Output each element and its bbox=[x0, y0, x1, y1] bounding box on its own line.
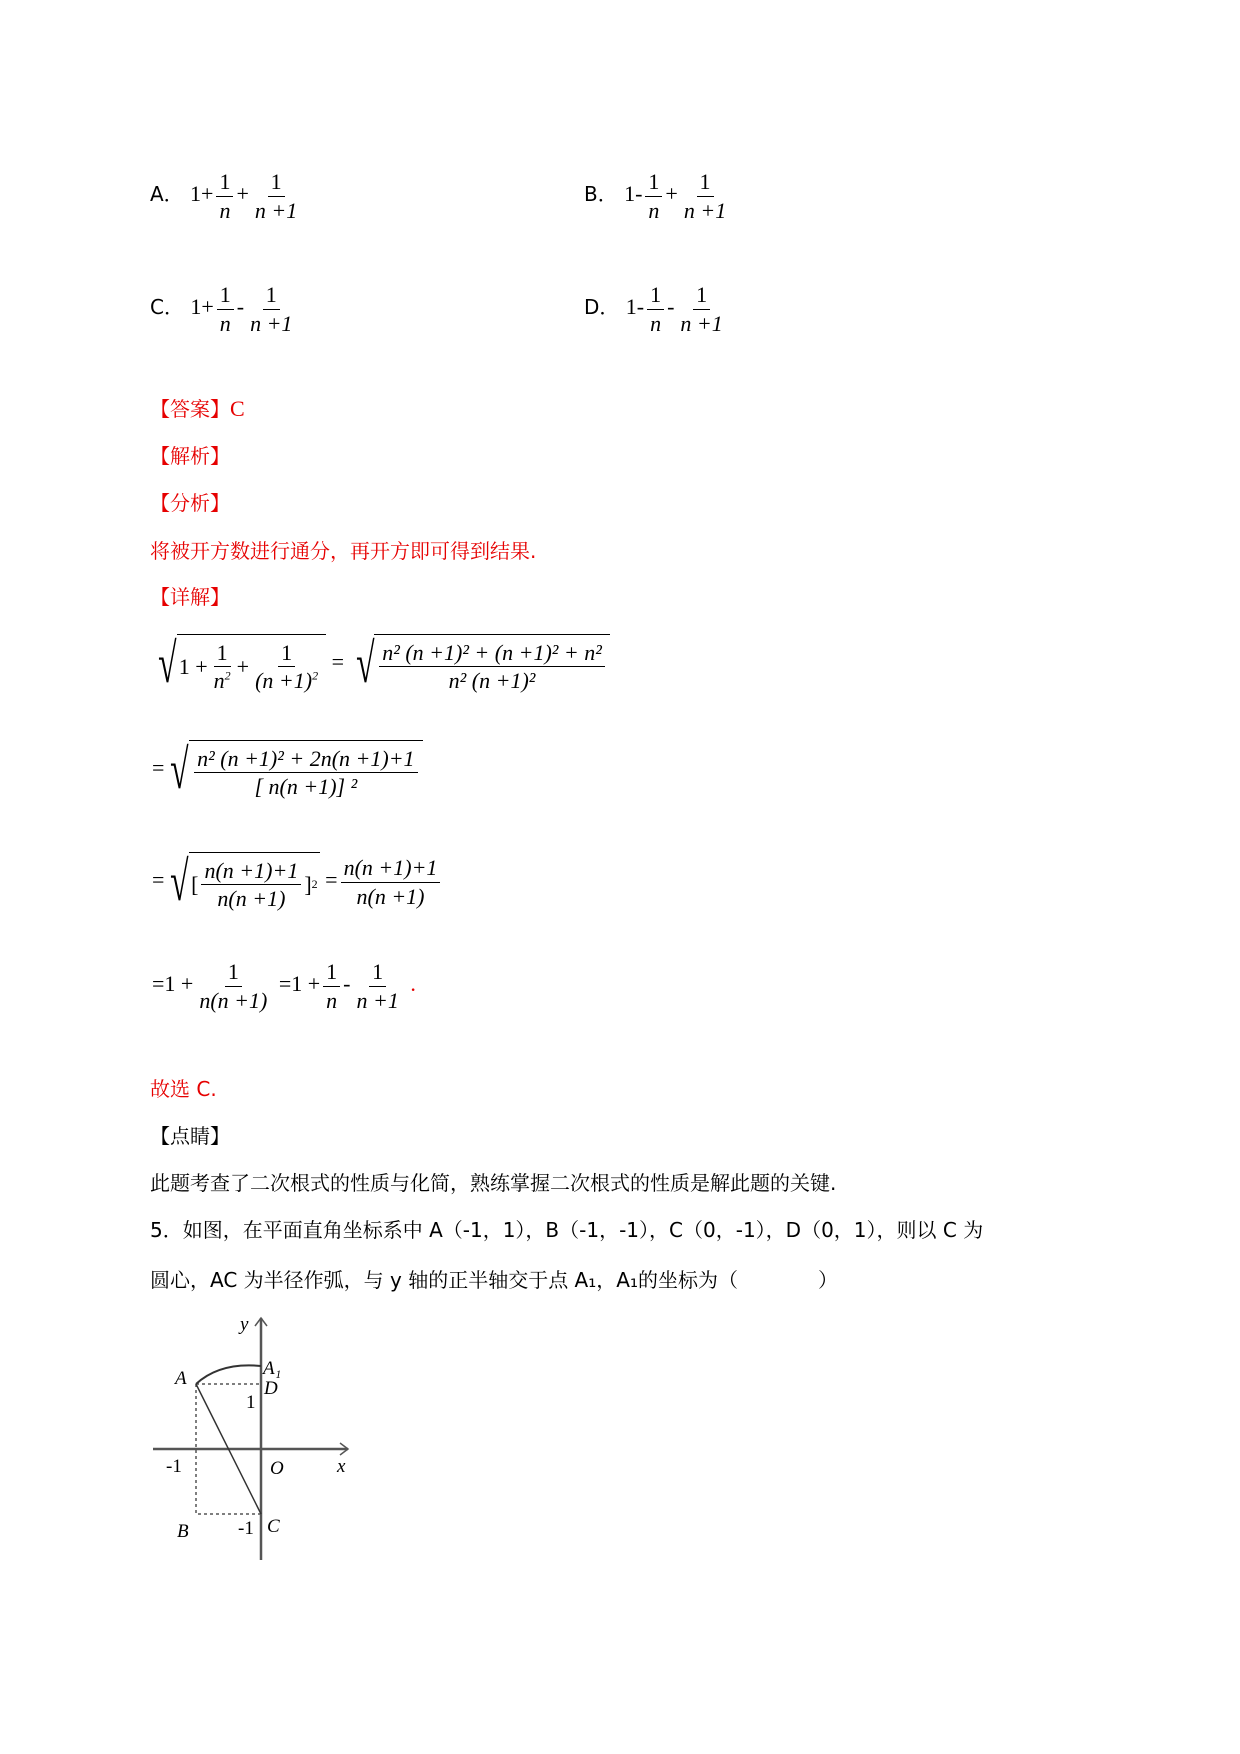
op: + bbox=[236, 181, 249, 207]
option-label: A． bbox=[150, 182, 184, 207]
label-1: 1 bbox=[246, 1392, 256, 1413]
option-label: C． bbox=[150, 295, 184, 320]
num: 1 bbox=[214, 639, 231, 668]
den: $n^2$ bbox=[213, 668, 231, 693]
whole: 1 bbox=[190, 181, 202, 207]
num: 1 bbox=[323, 958, 340, 987]
dianjing-text: 此题考查了二次根式的性质与化简，熟练掌握二次根式的性质是解此题的关键. bbox=[150, 1171, 837, 1195]
den: n bbox=[650, 310, 662, 336]
math-line-1: √ 1 + $\frac{1}{n^2}$ + $\frac{1}{(n +1)^2}$ = √ $\frac{\text{n² (n +1)² + (n +1)² + n²}}{\text{n² (n +1)²}}$ bbox=[152, 632, 610, 696]
term: 1 + bbox=[178, 653, 208, 679]
answer-tag: 【答案】 bbox=[150, 397, 230, 421]
term: =1 + bbox=[152, 971, 194, 997]
den: n +1 bbox=[356, 987, 399, 1013]
whole: 1 bbox=[624, 181, 636, 207]
num: 1 bbox=[225, 958, 242, 987]
den: n(n +1) bbox=[356, 883, 425, 909]
jiexi-heading: 【解析】 bbox=[150, 444, 230, 468]
dianjing-heading: 【点睛】 bbox=[150, 1124, 230, 1148]
equals: = bbox=[331, 649, 344, 675]
label-o: O bbox=[270, 1458, 284, 1479]
den: n bbox=[326, 987, 338, 1013]
num: n(n +1)+1 bbox=[341, 854, 441, 883]
exponent: 2 bbox=[311, 877, 318, 891]
label-x: x bbox=[337, 1456, 346, 1477]
label-neg1-x: -1 bbox=[166, 1456, 182, 1477]
label-a1: A₁ bbox=[263, 1358, 282, 1379]
op: - bbox=[636, 294, 645, 320]
num: 1 bbox=[216, 168, 233, 197]
num: 1 bbox=[268, 168, 285, 197]
math-line-3: = √ [ $\frac{n(n +1)+1}{n(n +1)}$ ] 2 = $\frac{n(n +1)+1}{n(n +1)}$ bbox=[152, 850, 443, 914]
num: n² (n +1)² + 2n(n +1)+1 bbox=[194, 745, 417, 774]
fenxi-text: 将被开方数进行通分，再开方即可得到结果. bbox=[150, 539, 537, 563]
label-d: D bbox=[264, 1378, 278, 1399]
math-line-2: = √ $\frac{\text{n² (n +1)² + 2n(n +1)+1}}{\text{[ n(n +1)] ²}}$ bbox=[152, 738, 423, 802]
num: 1 bbox=[278, 639, 295, 668]
den: n +1 bbox=[683, 197, 727, 223]
op: - bbox=[667, 294, 675, 320]
option-label: B． bbox=[584, 182, 618, 207]
conclusion: 故选 C. bbox=[150, 1077, 217, 1101]
equals: = bbox=[152, 755, 165, 781]
whole: 1 bbox=[625, 294, 637, 320]
num: 1 bbox=[693, 281, 710, 310]
num: 1 bbox=[217, 281, 234, 310]
den: [ n(n +1)] ² bbox=[254, 774, 358, 799]
label-neg1-y: -1 bbox=[238, 1518, 254, 1539]
arc-a-a1 bbox=[196, 1365, 261, 1384]
den: n(n +1) bbox=[199, 987, 268, 1013]
label-b: B bbox=[177, 1521, 189, 1542]
num: 1 bbox=[697, 168, 714, 197]
op: - bbox=[635, 181, 643, 207]
fenxi-heading: 【分析】 bbox=[150, 491, 230, 515]
question-5-line-2: 圆心，AC 为半径作弧，与 y 轴的正半轴交于点 A₁，A₁的坐标为（ ） bbox=[150, 1268, 838, 1292]
op: + bbox=[236, 653, 250, 679]
whole: 1 bbox=[190, 294, 202, 320]
op: + bbox=[201, 294, 214, 320]
question-5-line-1: 5．如图，在平面直角坐标系中 A（-1，1），B（-1，-1），C（0，-1），D（0，1），则以 C 为 bbox=[150, 1218, 984, 1242]
label-c: C bbox=[267, 1516, 280, 1537]
den: n +1 bbox=[250, 310, 293, 336]
equals: = bbox=[325, 867, 338, 893]
period: . bbox=[410, 971, 416, 997]
den: n +1 bbox=[680, 310, 723, 336]
equals: = bbox=[152, 867, 165, 893]
num: 1 bbox=[645, 168, 662, 197]
den: n bbox=[648, 197, 660, 223]
num: n(n +1)+1 bbox=[201, 857, 301, 886]
den: n bbox=[219, 310, 231, 336]
den: n² (n +1)² bbox=[448, 668, 536, 693]
option-label: D． bbox=[584, 295, 620, 320]
op: + bbox=[665, 181, 678, 207]
num: 1 bbox=[263, 281, 280, 310]
den: n +1 bbox=[254, 197, 298, 223]
num: 1 bbox=[647, 281, 664, 310]
num: n² (n +1)² + (n +1)² + n² bbox=[379, 639, 605, 668]
den: n bbox=[219, 197, 231, 223]
term: =1 + bbox=[278, 971, 321, 997]
op: - bbox=[343, 971, 351, 997]
num: 1 bbox=[369, 958, 386, 987]
den: $(n +1)^2$ bbox=[255, 668, 319, 693]
label-a: A bbox=[175, 1368, 187, 1389]
op: - bbox=[236, 294, 245, 320]
den: n(n +1) bbox=[217, 886, 286, 911]
label-y: y bbox=[240, 1314, 249, 1335]
xiangjie-heading: 【详解】 bbox=[150, 585, 230, 609]
answer-value: C bbox=[230, 396, 245, 421]
op: + bbox=[201, 181, 214, 207]
